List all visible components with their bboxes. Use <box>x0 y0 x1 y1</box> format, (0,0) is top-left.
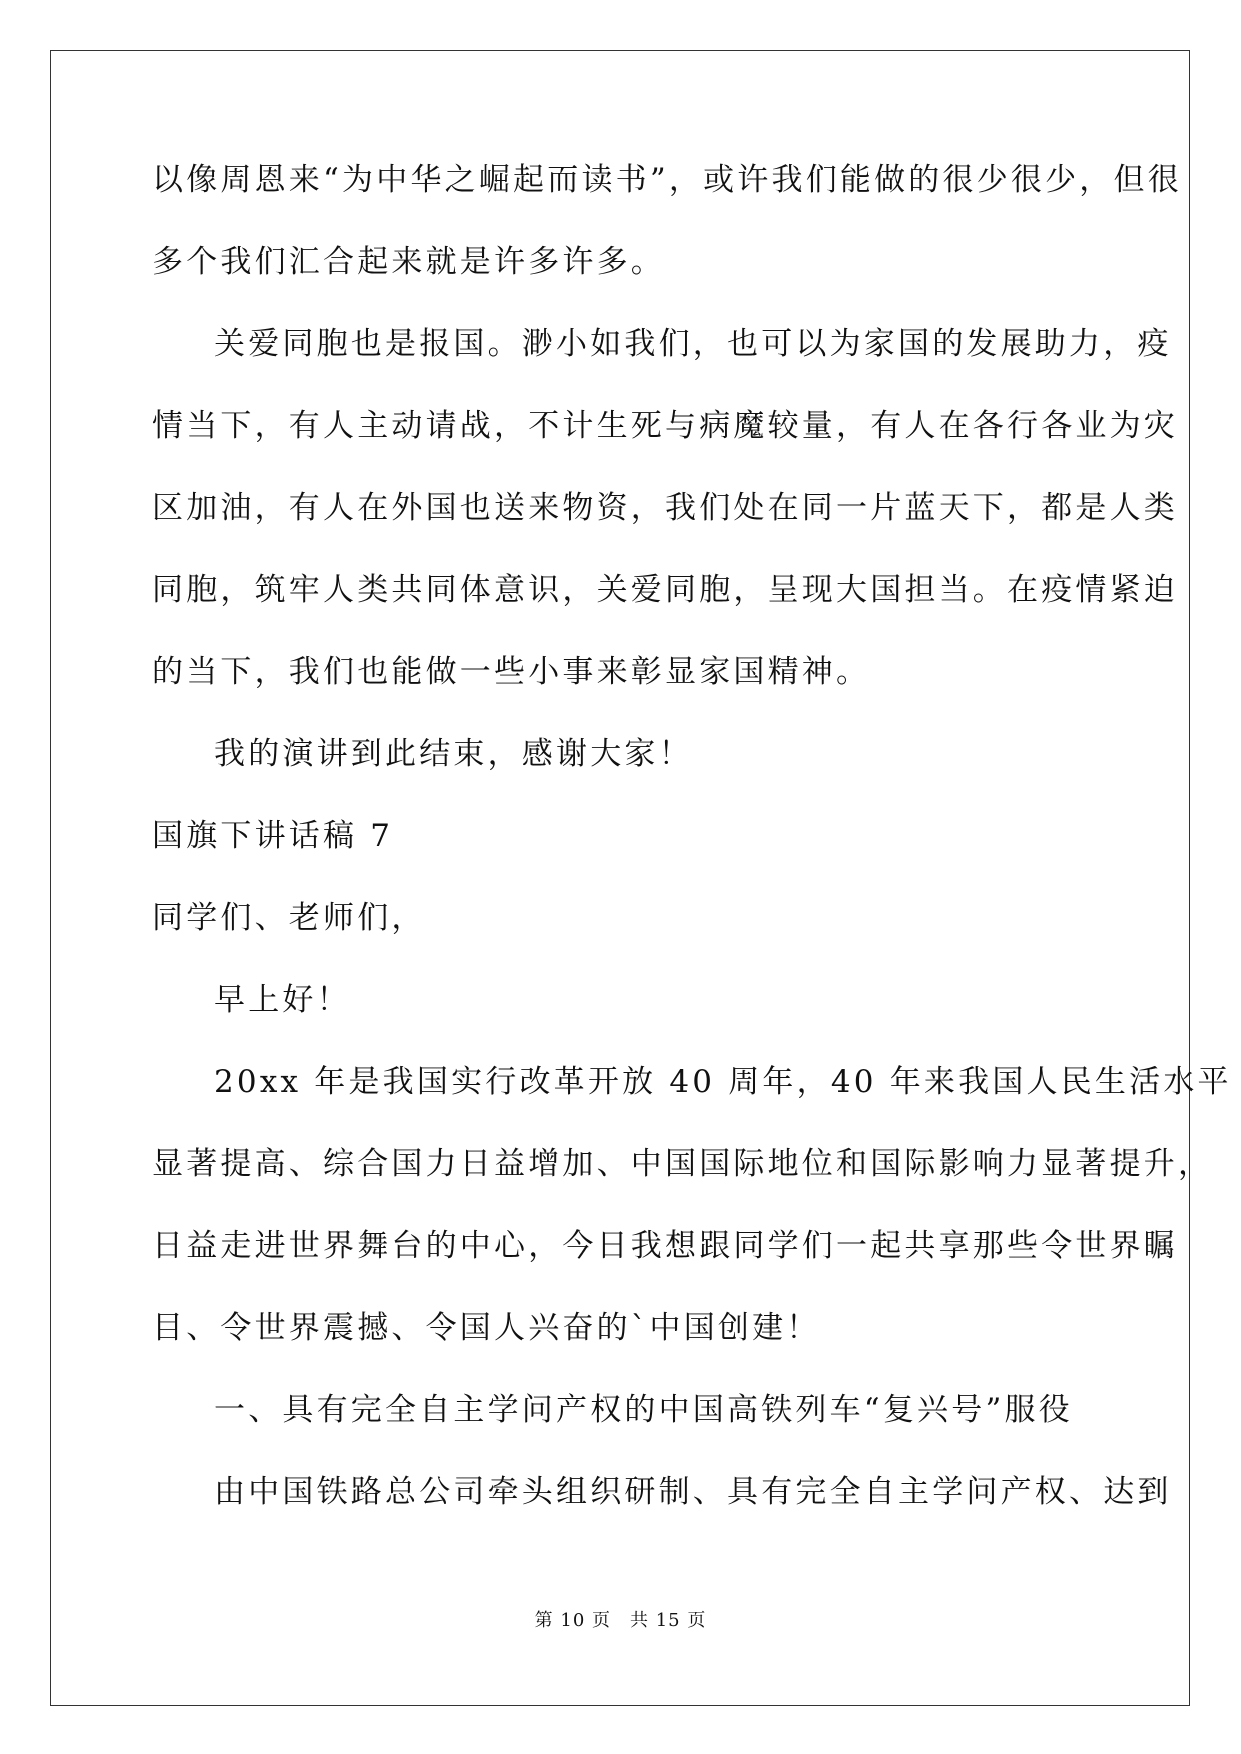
text-line: 情当下，有人主动请战，不计生死与病魔较量，有人在各行各业为灾 <box>152 408 1178 444</box>
text-line: 同胞，筑牢人类共同体意识，关爱同胞，呈现大国担当。在疫情紧迫 <box>152 572 1178 608</box>
text-line: 同学们、老师们， <box>152 900 426 936</box>
text-line: 多个我们汇合起来就是许多许多。 <box>152 244 665 280</box>
text-line: 日益走进世界舞台的中心，今日我想跟同学们一起共享那些令世界瞩 <box>152 1228 1178 1264</box>
document-body <box>152 160 1232 1554</box>
text-line: 以像周恩来“为中华之崛起而读书”，或许我们能做的很少很少，但很 <box>152 162 1182 198</box>
text-line: 我的演讲到此结束，感谢大家！ <box>214 736 693 772</box>
text-line: 显著提高、综合国力日益增加、中国国际地位和国际影响力显著提升， <box>152 1146 1213 1182</box>
text-line: 关爱同胞也是报国。渺小如我们，也可以为家国的发展助力，疫 <box>214 326 1172 362</box>
text-line: 由中国铁路总公司牵头组织研制、具有完全自主学问产权、达到 <box>214 1474 1172 1510</box>
text-line: 早上好！ <box>214 982 351 1018</box>
text-line: 目、令世界震撼、令国人兴奋的`中国创建！ <box>152 1310 821 1346</box>
text-line: 20xx 年是我国实行改革开放 40 周年，40 年来我国人民生活水平 <box>214 1064 1232 1100</box>
text-line: 一、具有完全自主学问产权的中国高铁列车“复兴号”服役 <box>214 1392 1073 1428</box>
text-line: 区加油，有人在外国也送来物资，我们处在同一片蓝天下，都是人类 <box>152 490 1178 526</box>
text-line: 国旗下讲话稿 7 <box>152 818 394 854</box>
page-number-footer: 第 10 页 共 15 页 <box>534 1610 707 1631</box>
text-line: 的当下，我们也能做一些小事来彰显家国精神。 <box>152 654 871 690</box>
